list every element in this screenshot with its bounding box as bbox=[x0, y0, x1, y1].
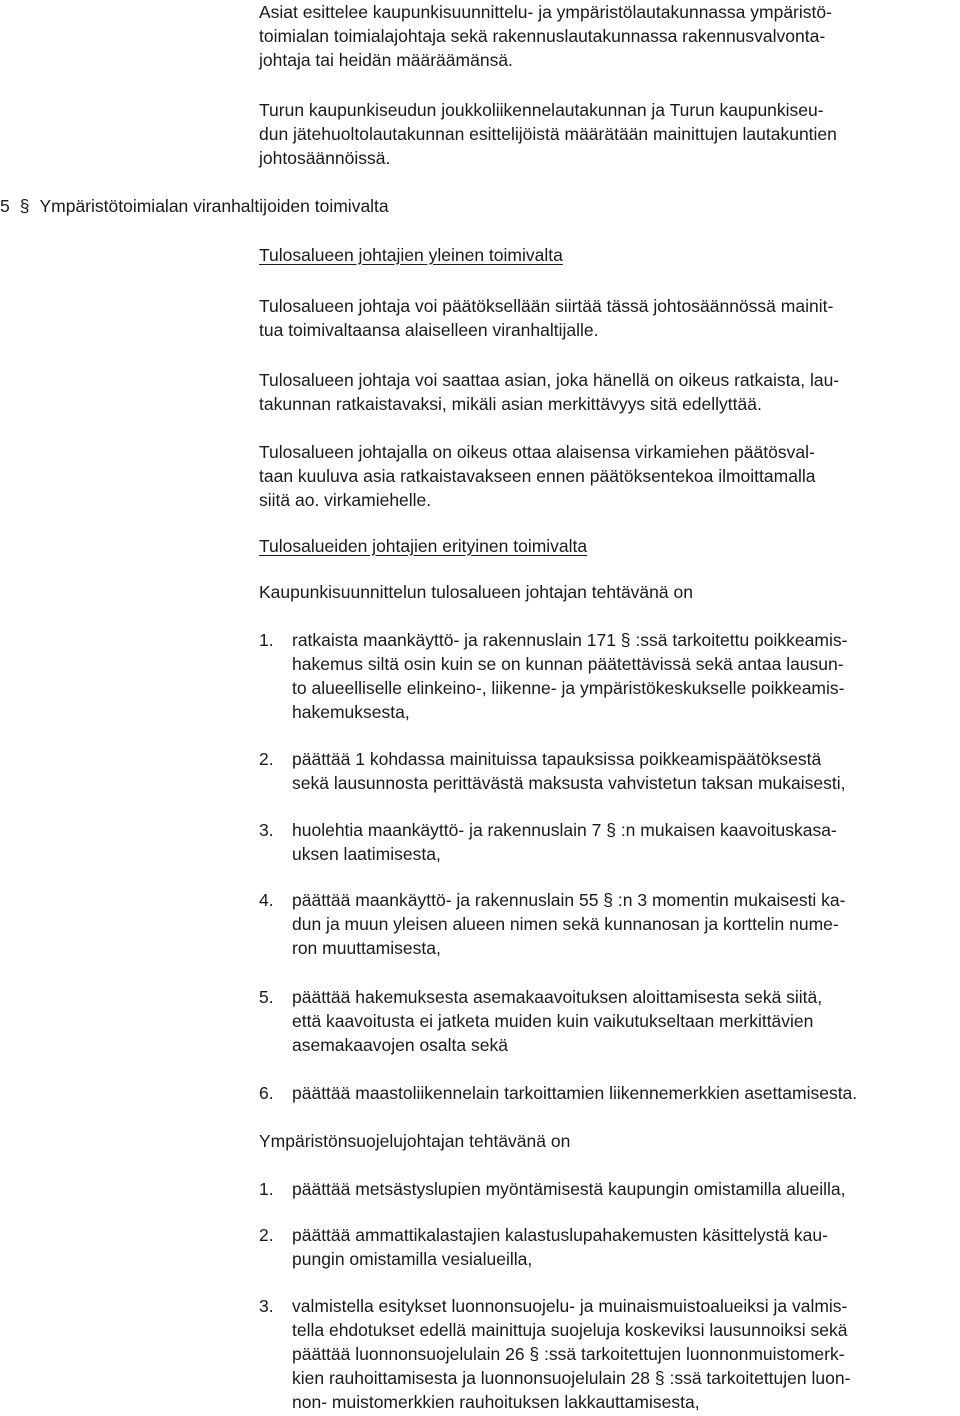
planning-item-6-number: 6. bbox=[259, 1083, 274, 1103]
planning-item-4-line-1: päättää maankäyttö- ja rakennuslain 55 § :n 3 momentin mukaisesti ka- bbox=[292, 890, 846, 910]
section-heading bbox=[0, 194, 389, 218]
planning-item-1-number: 1. bbox=[259, 630, 274, 650]
general-p2-line-2: takunnan ratkaistavaksi, mikäli asian merkittävyys sitä edellyttää. bbox=[259, 394, 762, 414]
env-item-2-line-1: päättää ammattikalastajien kalastuslupahakemusten käsittelystä kau- bbox=[292, 1225, 828, 1245]
planning-lead: Kaupunkisuunnittelun tulosalueen johtajan tehtävänä on bbox=[259, 582, 693, 602]
intro-p1-line-3: johtaja tai heidän määräämänsä. bbox=[259, 50, 513, 70]
planning-item-1-line-2: hakemus siltä osin kuin se on kunnan päätettävissä sekä antaa lausun- bbox=[292, 654, 844, 674]
planning-item-5-line-2: että kaavoitusta ei jatketa muiden kuin vaikutukseltaan merkittävien bbox=[292, 1011, 814, 1031]
planning-item-2-number: 2. bbox=[259, 749, 274, 769]
env-item-1-number: 1. bbox=[259, 1179, 274, 1199]
env-item-3-line-3: päättää luonnonsuojelulain 26 § :ssä tarkoitettujen luonnonmuistomerk- bbox=[292, 1344, 845, 1364]
planning-item-3-line-2: uksen laatimisesta, bbox=[292, 844, 441, 864]
env-item-2-line-2: pungin omistamilla vesialueilla, bbox=[292, 1249, 533, 1269]
intro-p2-line-2: dun jätehuoltolautakunnan esittelijöistä määrätään mainittujen lautakuntien bbox=[259, 124, 837, 144]
planning-item-4-line-3: ron muuttamisesta, bbox=[292, 938, 441, 958]
env-lead: Ympäristönsuojelujohtajan tehtävänä on bbox=[259, 1131, 571, 1151]
planning-item-4-line-2: dun ja muun yleisen alueen nimen sekä kunnanosan ja korttelin nume- bbox=[292, 914, 839, 934]
general-p2-line-1: Tulosalueen johtaja voi saattaa asian, joka hänellä on oikeus ratkaista, lau- bbox=[259, 370, 840, 390]
env-item-3-number: 3. bbox=[259, 1296, 274, 1316]
intro-p2-line-1: Turun kaupunkiseudun joukkoliikennelautakunnan ja Turun kaupunkiseu- bbox=[259, 100, 824, 120]
general-p1-line-1: Tulosalueen johtaja voi päätöksellään siirtää tässä johtosäännössä mainit- bbox=[259, 296, 834, 316]
planning-item-1-line-4: hakemuksesta, bbox=[292, 702, 410, 722]
general-p1-line-2: tua toimivaltaansa alaiselleen viranhaltijalle. bbox=[259, 320, 599, 340]
env-item-3-line-4: kien rauhoittamisesta ja luonnonsuojelulain 28 § :ssä tarkoitettujen luon- bbox=[292, 1368, 851, 1388]
intro-p1-line-1: Asiat esittelee kaupunkisuunnittelu- ja ympäristölautakunnassa ympäristö- bbox=[259, 2, 832, 22]
planning-item-5-line-1: päättää hakemuksesta asemakaavoituksen aloittamisesta sekä siitä, bbox=[292, 987, 823, 1007]
section-title: Ympäristötoimialan viranhaltijoiden toimivalta bbox=[39, 196, 389, 216]
planning-item-1-line-3: to alueelliselle elinkeino-, liikenne- ja ympäristökeskukselle poikkeamis- bbox=[292, 678, 845, 698]
general-p3-line-3: siitä ao. virkamiehelle. bbox=[259, 490, 432, 510]
env-item-3-line-2: tella ehdotukset edellä mainittuja suojeluja koskeviksi lausunnoiksi sekä bbox=[292, 1320, 848, 1340]
planning-item-2-line-2: sekä lausunnosta perittävästä maksusta vahvistetun taksan mukaisesti, bbox=[292, 773, 846, 793]
planning-item-1-line-1: ratkaista maankäyttö- ja rakennuslain 171 § :ssä tarkoitettu poikkeamis- bbox=[292, 630, 848, 650]
env-item-1-line-1: päättää metsästyslupien myöntämisestä kaupungin omistamilla alueilla, bbox=[292, 1179, 846, 1199]
intro-p1-line-2: toimialan toimialajohtaja sekä rakennuslautakunnassa rakennusvalvonta- bbox=[259, 26, 826, 46]
general-p3-line-1: Tulosalueen johtajalla on oikeus ottaa alaisensa virkamiehen päätösval- bbox=[259, 442, 815, 462]
intro-p2-line-3: johtosäännöissä. bbox=[259, 148, 391, 168]
planning-item-4-number: 4. bbox=[259, 890, 274, 910]
general-p3-line-2: taan kuuluva asia ratkaistavakseen ennen päätöksentekoa ilmoittamalla bbox=[259, 466, 816, 486]
section-number: 5 bbox=[0, 196, 10, 216]
planning-item-6-line-1: päättää maastoliikennelain tarkoittamien liikennemerkkien asettamisesta. bbox=[292, 1083, 858, 1103]
section-symbol: § bbox=[19, 196, 30, 216]
planning-item-3-number: 3. bbox=[259, 820, 274, 840]
env-item-3-line-5: non- muistomerkkien rauhoituksen lakkauttamisesta, bbox=[292, 1392, 700, 1412]
special-heading: Tulosalueiden johtajien erityinen toimivalta bbox=[259, 536, 588, 556]
env-item-3-line-1: valmistella esitykset luonnonsuojelu- ja muinaismuistoalueiksi ja valmis- bbox=[292, 1296, 848, 1316]
general-heading: Tulosalueen johtajien yleinen toimivalta bbox=[259, 245, 563, 265]
planning-item-5-number: 5. bbox=[259, 987, 274, 1007]
planning-item-3-line-1: huolehtia maankäyttö- ja rakennuslain 7 § :n mukaisen kaavoituskasa- bbox=[292, 820, 837, 840]
env-item-2-number: 2. bbox=[259, 1225, 274, 1245]
planning-item-2-line-1: päättää 1 kohdassa mainituissa tapauksissa poikkeamispäätöksestä bbox=[292, 749, 822, 769]
planning-item-5-line-3: asemakaavojen osalta sekä bbox=[292, 1035, 508, 1055]
